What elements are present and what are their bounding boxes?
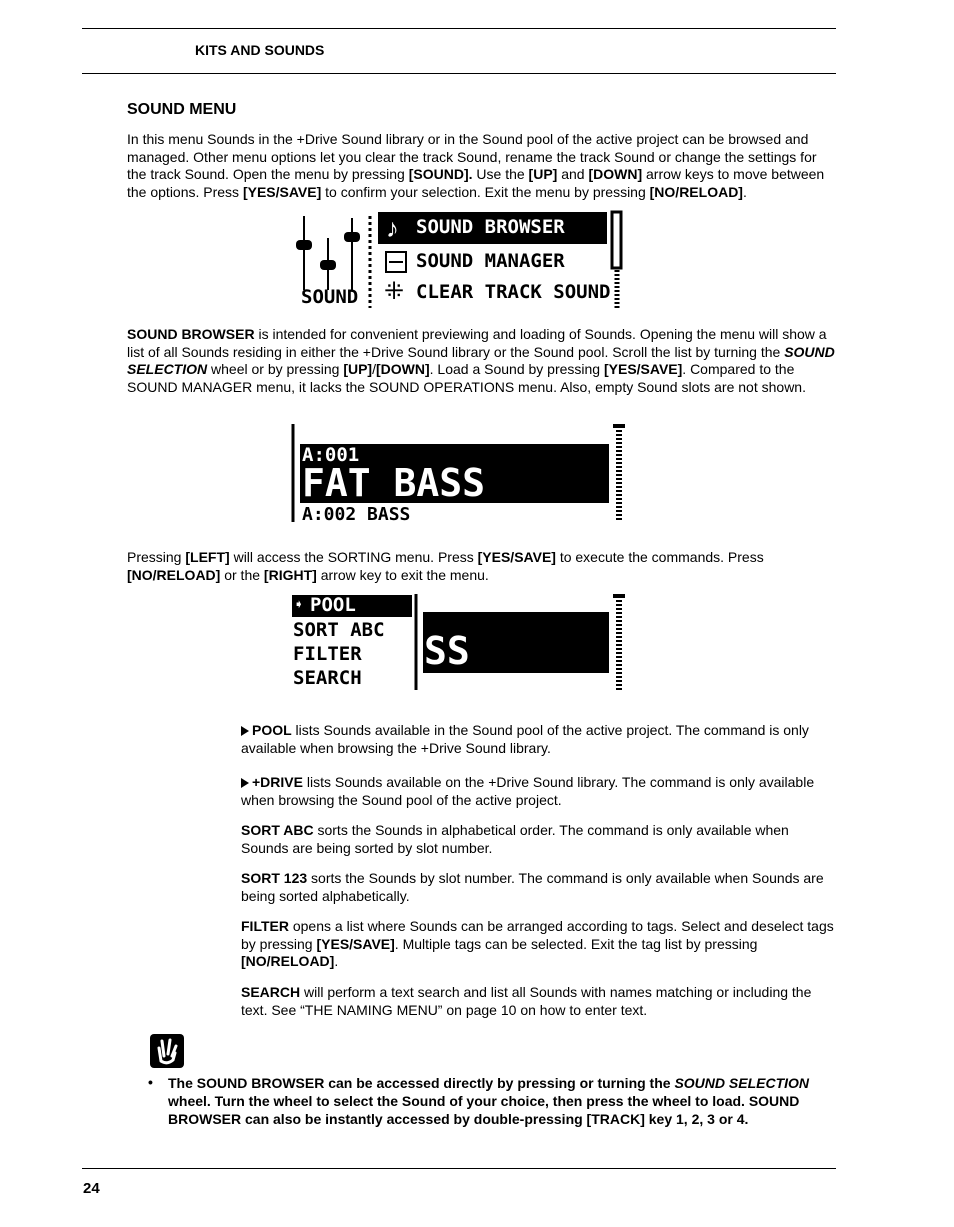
option-sort-123: SORT 123 sorts the Sounds by slot number. The command is only available when Sounds are being sorted alphabetically. <box>241 870 824 904</box>
sound-name: FAT BASS <box>302 461 486 505</box>
intro-paragraph: In this menu Sounds in the +Drive Sound library or in the Sound pool of the active project can be browsed and managed. Other menu options let you clear the track Sound, rename the track Sound or change the settings for the track Sound. Open the menu by pressing [SOUND]. Use the [UP] and [DOWN] arrow keys to move between the options. Press [YES/SAVE] to confirm your selection. Exit the menu by pressing [NO/RELOAD]. <box>127 131 825 200</box>
option-filter: FILTER opens a list where Sounds can be arranged according to tags. Select and deselect tags by pressing [YES/SAVE]. Multiple tags can be selected. Exit the tag list by pressing [NO/RELOAD]. <box>241 918 834 970</box>
menu-item-search[interactable]: SEARCH <box>293 667 362 689</box>
page-number: 24 <box>83 1180 100 1197</box>
menu-item-label: POOL <box>310 594 356 616</box>
option-search: SEARCH will perform a text search and list all Sounds with names matching or including the text. See “THE NAMING MENU” on page 10 on how to enter text. <box>241 984 812 1018</box>
clear-track-icon: ⁜ <box>384 278 405 305</box>
arrow-right-icon: ➧ <box>294 595 304 614</box>
background-sound-name: SS <box>424 629 470 673</box>
header-rule-top <box>82 28 836 29</box>
sorting-menu-screen <box>290 592 635 692</box>
arrow-right-icon <box>241 778 249 788</box>
menu-item-filter[interactable]: FILTER <box>293 643 362 665</box>
option-drive: +DRIVE lists Sounds available on the +Drive Sound library. The command is only available when browsing the Sound pool of the active project. <box>241 774 815 808</box>
running-header: KITS AND SOUNDS <box>195 42 325 58</box>
menu-item-sort-abc[interactable]: SORT ABC <box>293 619 385 641</box>
screen-title: SOUND <box>301 286 359 308</box>
menu-item-label: SOUND BROWSER <box>416 216 565 238</box>
hand-tip-icon <box>150 1034 184 1068</box>
sound-slot: A:001 <box>302 444 360 466</box>
sorting-paragraph: Pressing [LEFT] will access the SORTING menu. Press [YES/SAVE] to execute the commands. Press [NO/RELOAD] or the [RIGHT] arrow key to exit the menu. <box>127 549 764 583</box>
footer-rule <box>82 1168 836 1169</box>
sound-manager-icon <box>385 251 407 273</box>
sound-browser-screen <box>288 422 633 526</box>
next-sound-row[interactable]: A:002 BASS <box>302 504 411 525</box>
option-sort-abc: SORT ABC sorts the Sounds in alphabetical order. The command is only available when Sounds are being sorted by slot number. <box>241 822 789 856</box>
menu-item-clear-track-sound[interactable]: CLEAR TRACK SOUND <box>416 281 611 303</box>
arrow-right-icon <box>241 726 249 736</box>
music-note-icon: ♪ <box>386 213 399 243</box>
menu-item-sound-manager[interactable]: SOUND MANAGER <box>416 250 565 272</box>
tip-text: The SOUND BROWSER can be accessed directly by pressing or turning the SOUND SELECTION wheel. Turn the wheel to select the Sound of your choice, then press the wheel to load. SOUND BROWSER can also be instantly accessed by double-pressing [TRACK] key 1, 2, 3 or 4. <box>168 1075 810 1127</box>
option-pool: POOL lists Sounds available in the Sound pool of the active project. The command is only available when browsing the +Drive Sound library. <box>241 722 809 756</box>
sound-menu-screen <box>290 208 635 314</box>
section-heading: SOUND MENU <box>127 101 237 118</box>
sound-browser-paragraph: SOUND BROWSER is intended for convenient previewing and loading of Sounds. Opening the menu will show a list of all Sounds residing in either the +Drive Sound library or the Sound pool. Scroll the list by turning the SOUND SELECTION wheel or by pressing [UP]/[DOWN]. Load a Sound by pressing [YES/SAVE]. Compared to the SOUND MANAGER menu, it lacks the SOUND OPERATIONS menu. Also, empty Sound slots are not shown. <box>127 326 835 395</box>
tip-bullet: • <box>148 1074 153 1090</box>
header-rule-bottom <box>82 73 836 74</box>
